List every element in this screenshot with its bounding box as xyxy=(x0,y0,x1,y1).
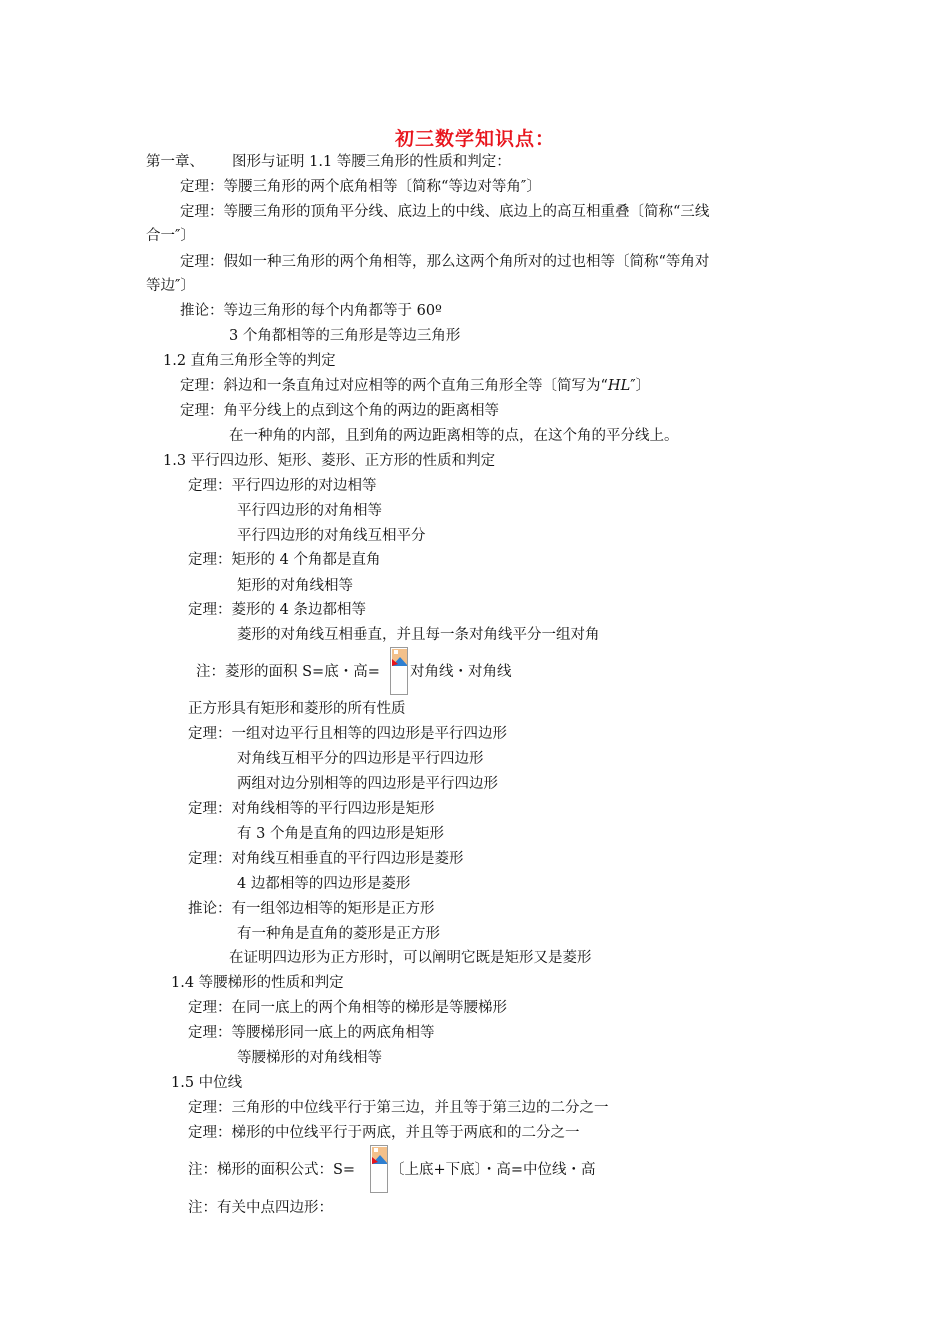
text-line: 定理：假如一种三角形的两个角相等，那么这两个角所对的过也相等〔简称“等角对 xyxy=(180,254,710,270)
text-line: 定理：斜边和一条直角过对应相等的两个直角三角形全等〔简写为“HL″〕 xyxy=(180,378,651,394)
text-line: 定理：在同一底上的两个角相等的梯形是等腰梯形 xyxy=(188,1000,507,1016)
text-line: 有一种角是直角的菱形是正方形 xyxy=(237,926,440,942)
text-line: 定理：矩形的 4 个角都是直角 xyxy=(188,552,381,568)
text-line: 正方形具有矩形和菱形的所有性质 xyxy=(188,701,406,717)
text-line: 定理：对角线相等的平行四边形是矩形 xyxy=(188,801,435,817)
text-line: 在证明四边形为正方形时，可以阐明它既是矩形又是菱形 xyxy=(229,950,592,966)
document-title: 初三数学知识点： xyxy=(394,128,555,150)
text-line: 平行四边形的对角线互相平分 xyxy=(237,528,426,544)
section-heading: 1.5 中位线 xyxy=(171,1075,243,1091)
broken-image-icon xyxy=(390,647,408,695)
text-line: 在一种角的内部，且到角的两边距离相等的点，在这个角的平分线上。 xyxy=(229,428,679,444)
text-line: 对角线・对角线 xyxy=(410,664,512,680)
text-line: 合一″〕 xyxy=(146,228,195,244)
text-line: 对角线互相平分的四边形是平行四边形 xyxy=(237,751,484,767)
text-line: 定理：三角形的中位线平行于第三边，并且等于第三边的二分之一 xyxy=(188,1100,609,1116)
text-line: 定理：平行四边形的对边相等 xyxy=(188,478,377,494)
text-line: 〔上底+下底〕・高=中位线・高 xyxy=(390,1162,596,1178)
text-line: 有 3 个角是直角的四边形是矩形 xyxy=(237,826,444,842)
text-line: 平行四边形的对角相等 xyxy=(237,503,382,519)
text-line: 两组对边分别相等的四边形是平行四边形 xyxy=(237,776,498,792)
text-line: 4 边都相等的四边形是菱形 xyxy=(237,876,411,892)
text-line: 注：梯形的面积公式：S= xyxy=(188,1162,356,1178)
section-heading: 1.4 等腰梯形的性质和判定 xyxy=(171,975,344,991)
section-heading: 1.3 平行四边形、矩形、菱形、正方形的性质和判定 xyxy=(163,453,496,469)
text-line: 推论：有一组邻边相等的矩形是正方形 xyxy=(188,901,435,917)
text-line: 3 个角都相等的三角形是等边三角形 xyxy=(229,328,461,344)
text-line: 定理：等腰三角形的顶角平分线、底边上的中线、底边上的高互相重叠〔简称“三线 xyxy=(180,204,710,220)
text-line: 定理：菱形的 4 条边都相等 xyxy=(188,602,366,618)
text-line: 矩形的对角线相等 xyxy=(237,578,353,594)
text-line: 注：菱形的面积 S=底・高= xyxy=(196,664,380,680)
text-line: 定理：等腰梯形同一底上的两底角相等 xyxy=(188,1025,435,1041)
text-line: 推论：等边三角形的每个内角都等于 60º xyxy=(180,303,442,319)
text-line: 定理：等腰三角形的两个底角相等〔简称“等边对等角″〕 xyxy=(180,179,541,195)
section-heading: 1.2 直角三角形全等的判定 xyxy=(163,353,336,369)
text-line: 菱形的对角线互相垂直，并且每一条对角线平分一组对角 xyxy=(237,627,600,643)
text-line: 定理：梯形的中位线平行于两底，并且等于两底和的二分之一 xyxy=(188,1125,580,1141)
broken-image-icon xyxy=(370,1145,388,1193)
text-line: 定理：角平分线上的点到这个角的两边的距离相等 xyxy=(180,403,499,419)
chapter-heading: 第一章、 图形与证明 1.1 等腰三角形的性质和判定： xyxy=(146,154,511,170)
text-line: 注：有关中点四边形： xyxy=(188,1200,333,1216)
text-line: 定理：一组对边平行且相等的四边形是平行四边形 xyxy=(188,726,507,742)
text-line: 等腰梯形的对角线相等 xyxy=(237,1050,382,1066)
text-line: 定理：对角线互相垂直的平行四边形是菱形 xyxy=(188,851,464,867)
text-line: 等边″〕 xyxy=(146,278,195,294)
